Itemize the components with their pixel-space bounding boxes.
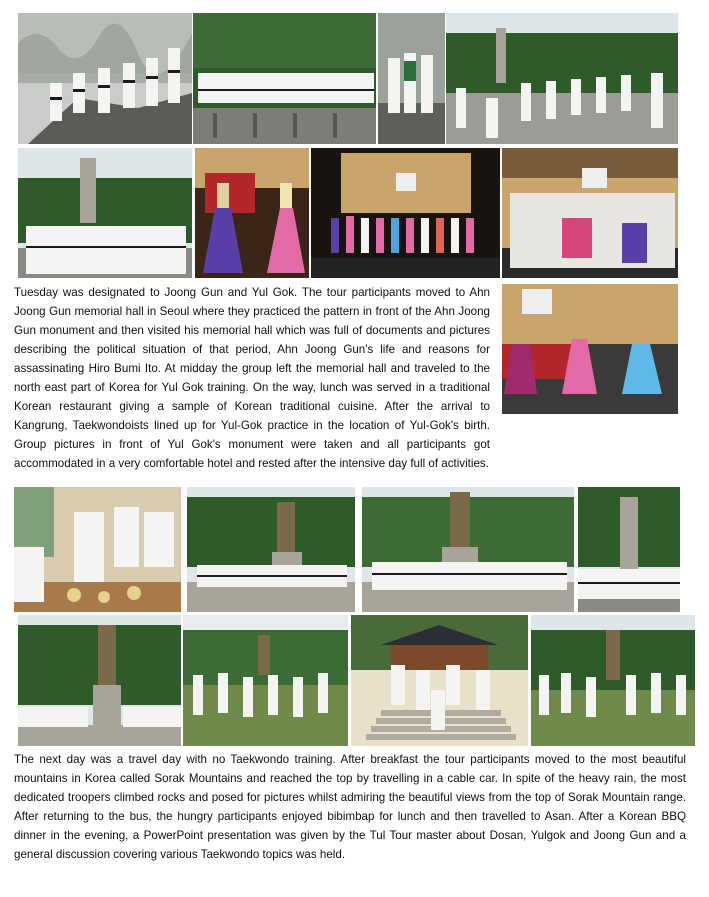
photo-park-pattern-practice (183, 615, 348, 746)
photo-singers-on-stage (502, 284, 678, 414)
paragraph-tuesday: Tuesday was designated to Joong Gun and Yul Gok. The tour participants moved to Ahn Joong Gun memorial hall in Seoul where they practiced the pattern in front of the Ahn Joong Gun monument and then visited his memorial hall which was full of documents and pictures describing the political situation of that period, Ahn Joong Gun's life and reasons for assassinating Hiro Bumi Ito. At midday the group left the memorial hall and traveled to the north east part of Korea for Yul Gok training. On the way, lunch was served in a traditional Korean restaurant giving a sample of Korean traditional cuisine. After the arrival to Kangrung, Taekwondoists lined up for Yul-Gok practice in the location of Yul-Gok's birth. Group pictures in front of Yul Gok's monument were taken and all participants got accommodated in a very comfortable hotel and rested after the intensive day full of activities. (14, 286, 490, 470)
photo-three-in-mist (378, 13, 445, 144)
photo-statue-park-pattern (446, 13, 678, 144)
photo-stone-monument-group (578, 487, 680, 612)
photo-ahn-statue-lineup (18, 615, 181, 746)
paragraph-next-day: The next day was a travel day with no Taekwondo training. After breakfast the tour participants moved to the most beautiful mountains in Korea called Sorak Mountains and reached the top by travelling in a cable car. In spite of the heavy rain, the most dedicated troopers climbed rocks and posed for pictures whilst admiring the beautiful views from the top of Sorak Mountain range. After returning to the bus, the hungry participants enjoyed bibimbap for lunch and then travelled to Asan. After a Korean BBQ dinner in the evening, a PowerPoint presentation was given by the Tul Tour master about Dosan, Yulgok and Joong Gun and a general discussion covering various Taekwondo topics was held. (14, 753, 686, 861)
photo-hanbok-dancers (195, 148, 309, 278)
photo-statue-garden-pattern (531, 615, 695, 746)
photo-temple-steps-kicks (351, 615, 528, 746)
photo-group-at-statue (18, 148, 192, 278)
photo-group-on-bridge (193, 13, 376, 144)
photo-stage-group (502, 148, 678, 278)
photo-restaurant-lunch (14, 487, 181, 612)
photo-stage-performers (311, 148, 500, 278)
photo-yulgok-statue-pattern (187, 487, 355, 612)
photo-yulgok-statue-rows (362, 487, 574, 612)
photo-misty-mountain-group (18, 13, 192, 144)
